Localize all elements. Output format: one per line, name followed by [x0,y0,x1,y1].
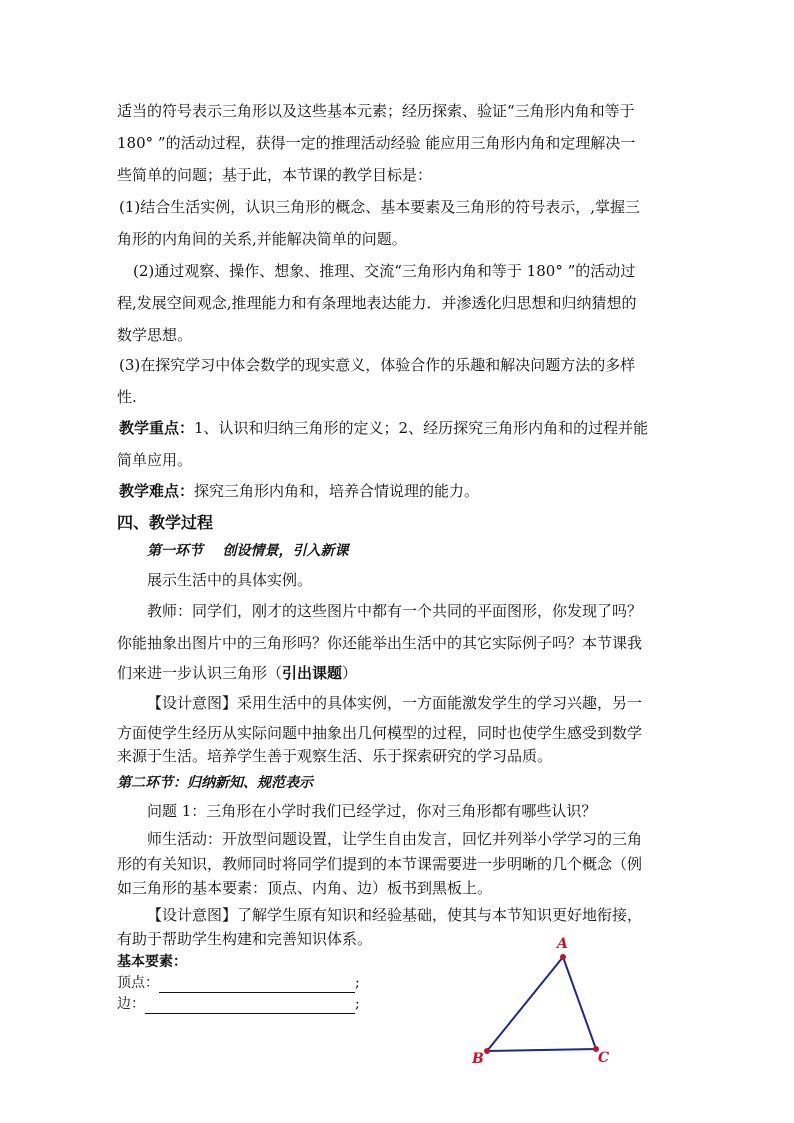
stage2-title: 第二环节：归纳新知、规范表示 [117,775,313,791]
stage1-design-line3: 来源于生活。培养学生善于观察生活、乐于探索研究的学习品质。 [117,747,553,765]
edge-label: 边： [117,996,145,1012]
goal-3-line1: (3)在探究学习中体会数学的现实意义，体验合作的乐趣和解决问题方法的多样 [119,356,636,374]
stage1-line1: 展示生活中的具体实例。 [147,571,313,589]
stage2-activity-line1: 师生活动：开放型问题设置，让学生自由发言，回忆并列举小学学习的三角 [147,830,643,848]
objectives-intro-line3: 些简单的问题；基于此，本节课的教学目标是： [117,166,433,184]
stage1-title: 第一环节 创设情景，引入新课 [147,543,349,559]
stage2-activity-line2: 形的有关知识，教师同时将同学们提到的本节课需要进一步明晰的几个概念（例 [117,855,643,873]
stage1-teacher-line2: 你能抽象出图片中的三角形吗？你还能举出生活中的其它实际例子吗？本节课我 [117,634,643,652]
vertex-b-point [484,1048,490,1054]
edge-semicolon: ; [355,996,360,1012]
triangle-shape [487,957,596,1051]
stage1-teacher-line3-pre: 们来进一步认识三角形（ [117,664,283,682]
vertex-c-label: C [598,1050,610,1066]
difficulty-text: 探究三角形内角和，培养合情说理的能力。 [194,482,480,500]
goal-1-line2: 角形的内角间的关系,并能解决简单的问题。 [117,230,407,248]
stage2-activity-line3: 如三角形的基本要素：顶点、内角、边）板书到黑板上。 [117,879,493,897]
basic-elements-label: 基本要素： [117,954,187,970]
stage1-teacher-line3-post: ） [342,664,358,682]
stage2-design-line1: 【设计意图】了解学生原有知识和经验基础，使其与本节知识更好地衔接， [147,906,643,924]
stage1-design-line2: 方面使学生经历从实际问题中抽象出几何模型的过程，同时也使学生感受到数学 [117,724,643,742]
stage2-question1: 问题 1：三角形在小学时我们已经学过，你对三角形都有哪些认识？ [147,802,597,820]
key-points-text: 1、认识和归纳三角形的定义；2、经历探究三角形内角和的过程并能 [194,419,649,437]
key-points-label: 教学重点： [119,419,195,437]
vertex-b-label: B [472,1051,484,1067]
stage1-design-line1: 【设计意图】采用生活中的具体实例，一方面能激发学生的学习兴趣，另一 [147,694,643,712]
difficulty-label: 教学难点： [119,482,195,500]
objectives-intro-line1: 适当的符号表示三角形以及这些基本元素；经历探索、验证“三角形内角和等于 [117,102,635,120]
goal-2-line2: 程,发展空间观念,推理能力和有条理地表达能力．并渗透化归思想和归纳猜想的 [117,294,637,312]
stage2-design-line2: 有助于帮助学生构建和完善知识体系。 [117,930,373,948]
section-heading: 四、教学过程 [117,513,214,532]
goal-1-line1: (1)结合生活实例，认识三角形的概念、基本要素及三角形的符号表示，,掌握三 [119,198,641,216]
lesson-title-cue: 引出课题 [282,664,343,682]
goal-2-line3: 数学思想。 [117,326,193,344]
stage1-teacher-line1: 教师：同学们，刚才的这些图片中都有一个共同的平面图形，你发现了吗？ [147,602,643,620]
goal-3-line2: 性. [117,388,137,406]
vertex-label: 顶点： [117,975,159,991]
vertex-semicolon: ; [355,975,360,991]
key-points-line2: 简单应用。 [117,451,193,469]
vertex-a-point [560,954,566,960]
vertex-a-label: A [557,936,568,952]
goal-2-line1: (2)通过观察、操作、想象、推理、交流“三角形内角和等于 180° ”的活动过 [133,262,636,280]
objectives-intro-line2: 180° ”的活动过程，获得一定的推理活动经验 能应用三角形内角和定理解决一 [117,134,636,152]
